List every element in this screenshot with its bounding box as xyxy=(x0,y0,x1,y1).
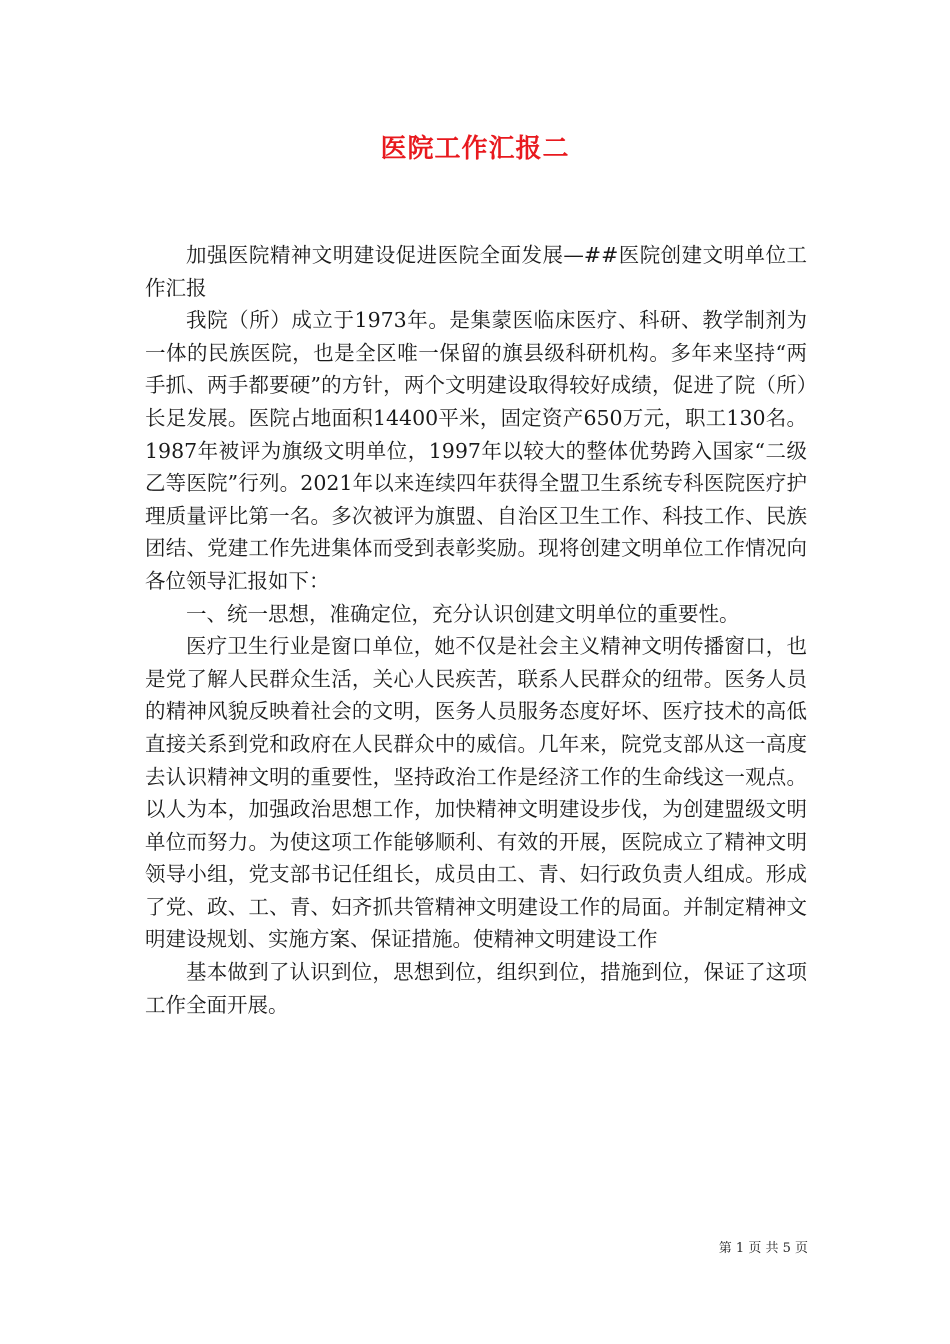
paragraph-introduction: 我院（所）成立于1973年。是集蒙医临床医疗、科研、教学制剂为一体的民族医院，也是全区唯一保留的旗县级科研机构。多年来坚持“两手抓、两手都要硬”的方针，两个文明建设取得较好成绩，促进了院（所）长足发展。医院占地面积14400平米，固定资产650万元，职工130名。1987年被评为旗级文明单位，1997年以较大的整体优势跨入国家“二级乙等医院”行列。2021年以来连续四年获得全盟卫生系统专科医院医疗护理质量评比第一名。多次被评为旗盟、自治区卫生工作、科技工作、民族团结、党建工作先进集体而受到表彰奖励。现将创建文明单位工作情况向各位领导汇报如下： xyxy=(145,308,807,593)
paragraph-section-1-continued: 基本做到了认识到位，思想到位，组织到位，措施到位，保证了这项工作全面开展。 xyxy=(145,960,807,1017)
section-heading-1: 一、统一思想，准确定位，充分认识创建文明单位的重要性。 xyxy=(186,601,740,626)
paragraph-subtitle: 加强医院精神文明建设促进医院全面发展—##医院创建文明单位工作汇报 xyxy=(145,243,807,300)
document-title: 医院工作汇报二 xyxy=(380,134,570,164)
paragraph-section-1: 医疗卫生行业是窗口单位，她不仅是社会主义精神文明传播窗口，也是党了解人民群众生活，关心人民疾苦，联系人民群众的纽带。医务人员的精神风貌反映着社会的文明，医务人员服务态度好坏、医疗技术的高低直接关系到党和政府在人民群众中的威信。几年来，院党支部从这一高度去认识精神文明的重要性，坚持政治工作是经济工作的生命线这一观点。以人为本，加强政治思想工作，加快精神文明建设步伐，为创建盟级文明单位而努力。为使这项工作能够顺利、有效的开展，医院成立了精神文明领导小组，党支部书记任组长，成员由工、青、妇行政负责人组成。形成了党、政、工、青、妇齐抓共管精神文明建设工作的局面。并制定精神文明建设规划、实施方案、保证措施。使精神文明建设工作 xyxy=(145,634,807,952)
document-body xyxy=(145,239,807,1021)
page-indicator: 第 1 页 共 5 页 xyxy=(718,1241,808,1256)
